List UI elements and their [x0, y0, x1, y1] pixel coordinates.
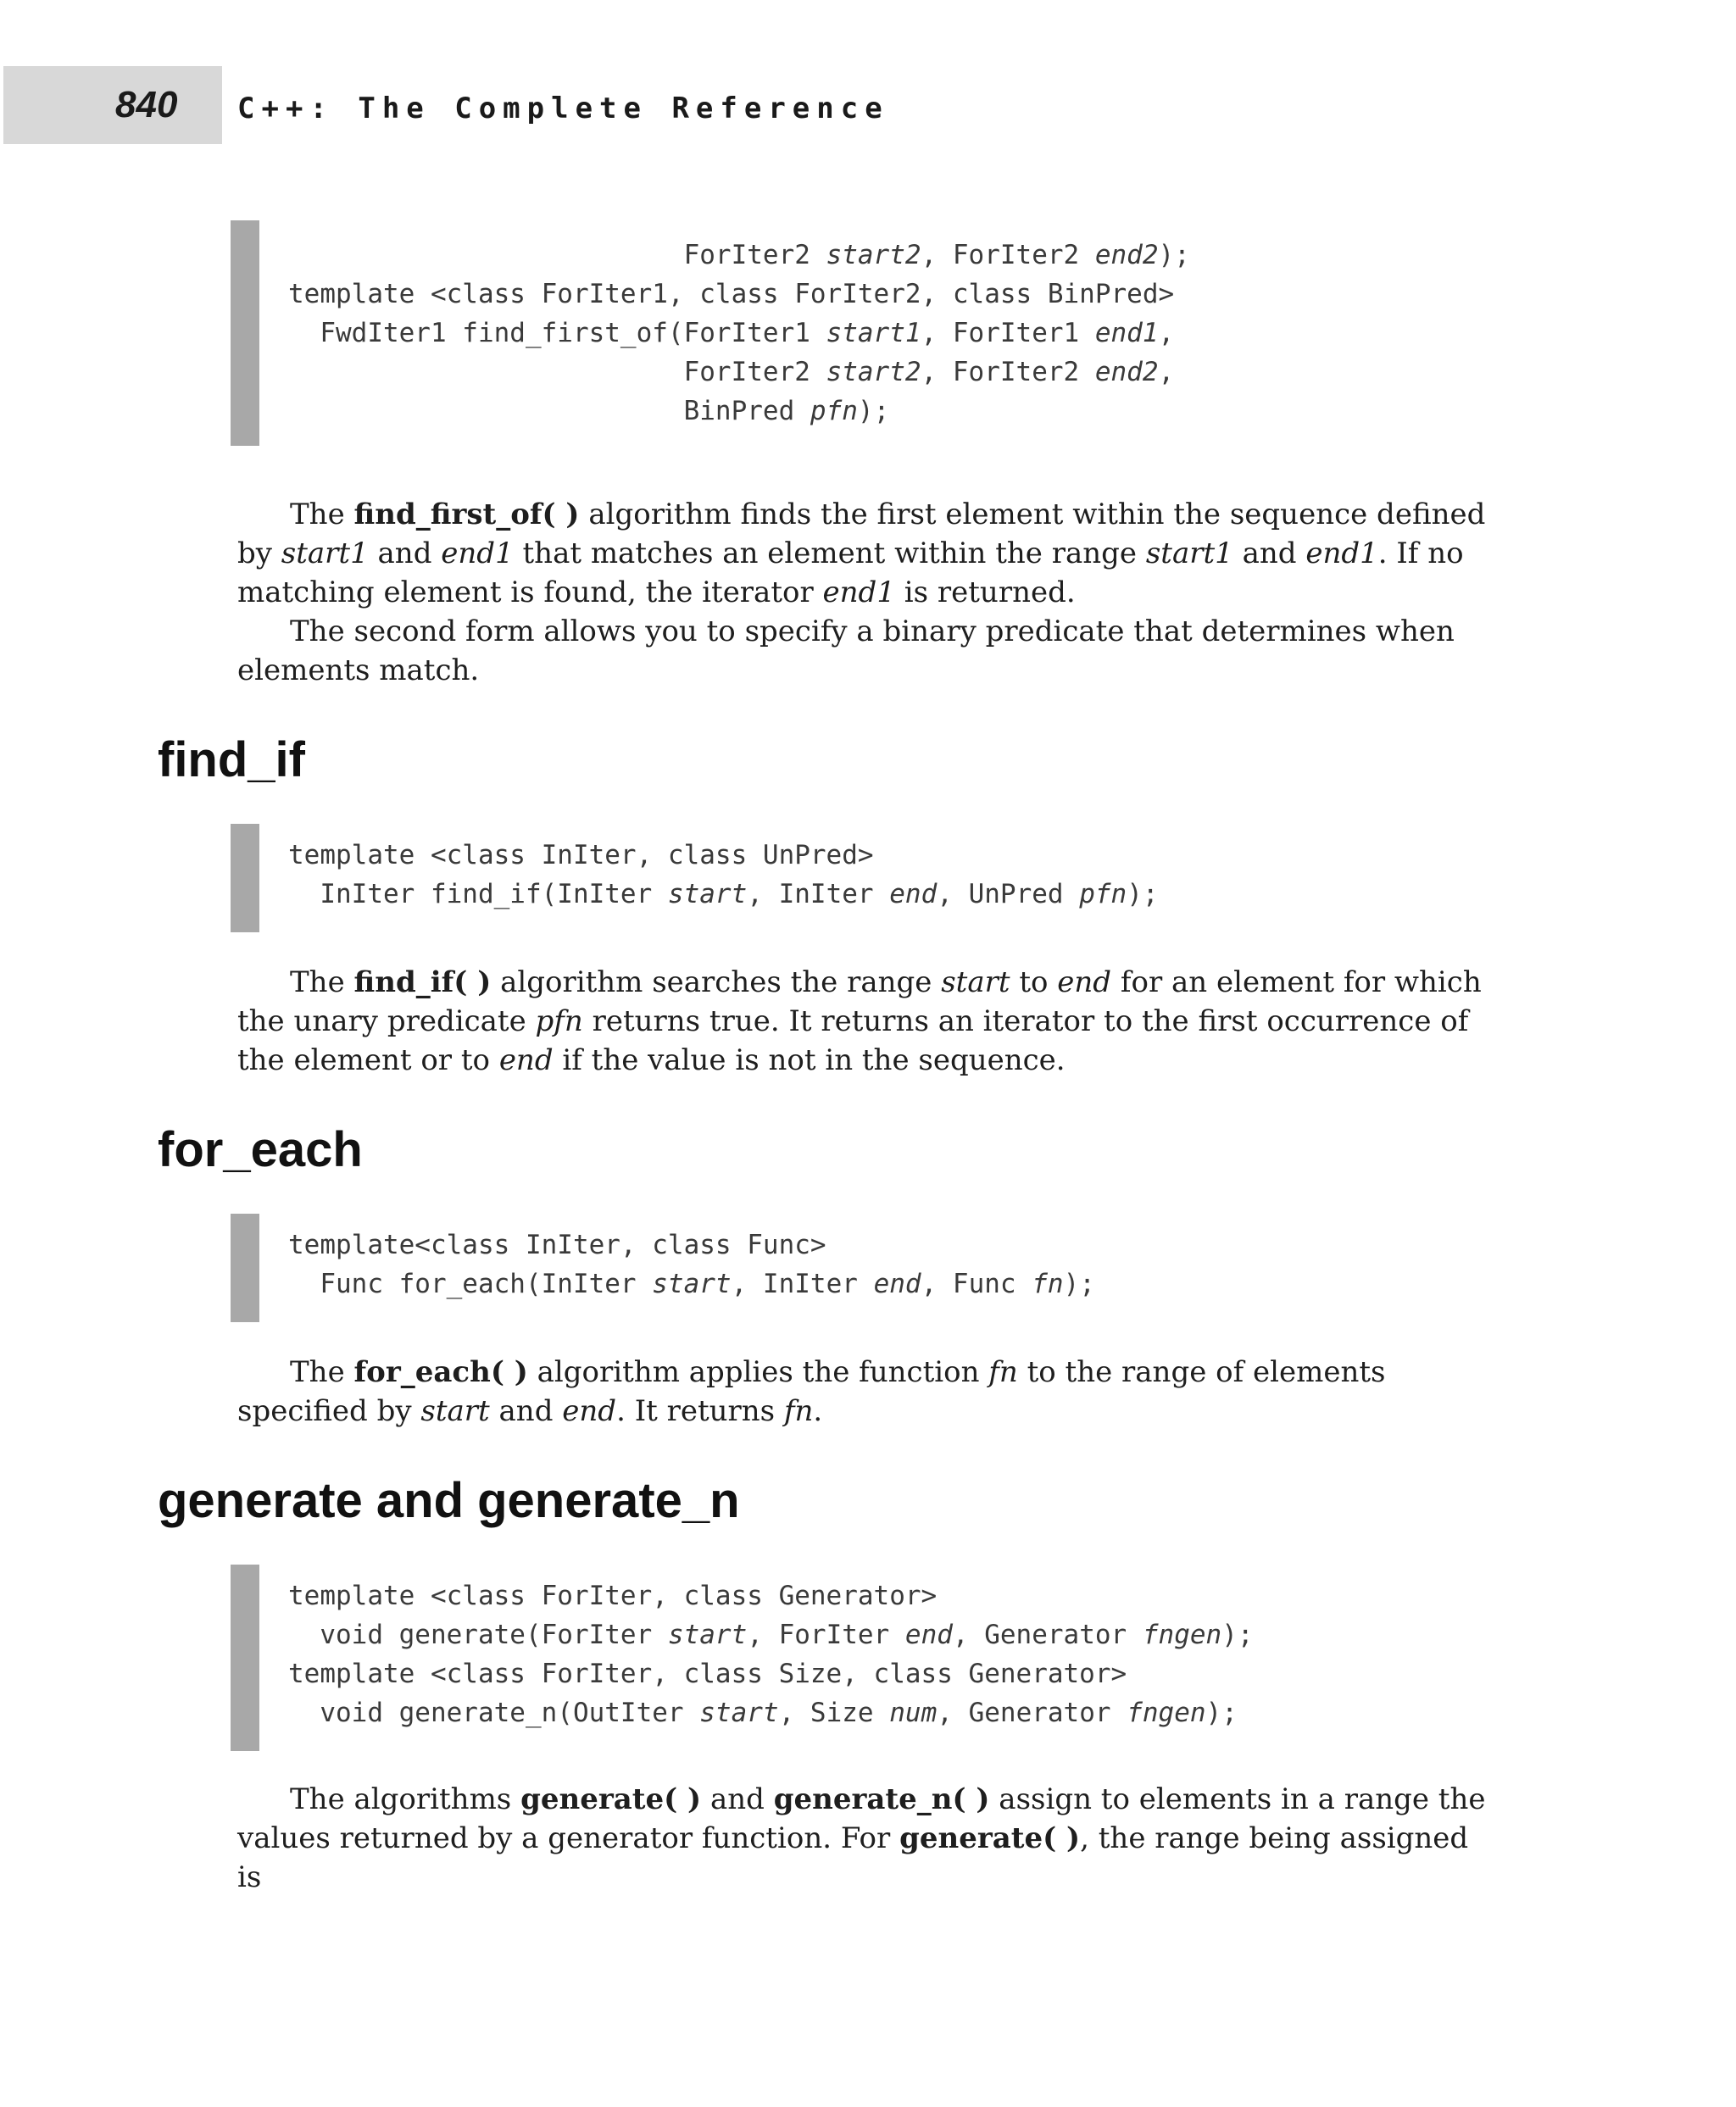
code-lines — [288, 1576, 1254, 1732]
heading-for-each: for_each — [158, 1122, 363, 1177]
parameter-name: start — [941, 965, 1010, 999]
code-line — [288, 1615, 1254, 1654]
parameter-name: pfn — [810, 396, 858, 426]
code-line — [288, 875, 1159, 914]
parameter-name: start — [420, 1394, 490, 1428]
text-run: , — [1158, 357, 1175, 387]
text-run: , InIter — [747, 879, 890, 909]
parameter-name: pfn — [1079, 879, 1127, 909]
text-run: The — [290, 498, 354, 531]
text-run: and — [1232, 536, 1306, 570]
page-number-tab — [3, 66, 222, 144]
text-run: algorithm finds the first element within the sequence defined by — [237, 498, 1486, 570]
text-run: , Func — [921, 1269, 1032, 1299]
page-number: 840 — [115, 84, 178, 125]
find-first-of-description — [237, 495, 1492, 690]
code-line — [288, 275, 1190, 314]
code-line — [288, 1576, 1254, 1615]
text-run: , Generator — [937, 1698, 1127, 1728]
text-run: ); — [1063, 1269, 1095, 1299]
function-name: generate( ) — [899, 1821, 1081, 1855]
text-run: ); — [1127, 879, 1159, 909]
text-run: , — [1158, 318, 1175, 348]
text-run: ); — [1205, 1698, 1238, 1728]
code-block-bar — [231, 824, 259, 932]
text-run: and — [701, 1782, 774, 1816]
paragraph — [237, 612, 1492, 690]
parameter-name: start1 — [1145, 536, 1233, 570]
running-title: C++: The Complete Reference — [237, 92, 889, 125]
parameter-name: start2 — [826, 357, 921, 387]
parameter-name: fn — [1032, 1269, 1064, 1299]
text-run: The second form allows you to specify a binary predicate that determines when elements match. — [237, 614, 1455, 687]
parameter-name: fngen — [1127, 1698, 1206, 1728]
text-run: The — [290, 1355, 354, 1389]
text-run: to — [1010, 965, 1058, 999]
text-run: . If no matching element is found, the iterator — [237, 536, 1464, 609]
text-run: FwdIter1 find_first_of(ForIter1 — [288, 318, 826, 348]
text-run: , ForIter2 — [921, 240, 1095, 270]
text-run: ForIter2 — [288, 357, 826, 387]
code-line — [288, 1654, 1254, 1693]
code-line — [288, 1693, 1254, 1732]
code-block-bar — [231, 220, 259, 446]
parameter-name: pfn — [535, 1004, 583, 1038]
function-name: find_if( ) — [353, 965, 492, 999]
text-run: template <class InIter, class UnPred> — [288, 840, 874, 870]
text-run: ); — [1158, 240, 1190, 270]
paragraph — [237, 1780, 1492, 1897]
text-run: and — [489, 1394, 563, 1428]
parameter-name: start1 — [826, 318, 921, 348]
text-run: that matches an element within the range — [513, 536, 1146, 570]
paragraph — [237, 963, 1492, 1080]
parameter-name: num — [889, 1698, 938, 1728]
text-run: Func for_each(InIter — [288, 1269, 653, 1299]
parameter-name: start — [652, 1269, 732, 1299]
code-line — [288, 353, 1190, 392]
parameter-name: end — [1057, 965, 1112, 999]
text-run: InIter find_if(InIter — [288, 879, 668, 909]
function-name: generate( ) — [520, 1782, 702, 1816]
text-run: if the value is not in the sequence. — [553, 1043, 1066, 1077]
code-line — [288, 1226, 1095, 1265]
parameter-name: end1 — [1094, 318, 1159, 348]
generate-description — [237, 1780, 1492, 1897]
for-each-description — [237, 1353, 1492, 1431]
text-run: BinPred — [288, 396, 810, 426]
code-block-bar — [231, 1565, 259, 1751]
code-lines — [288, 836, 1159, 914]
text-run: void generate_n(OutIter — [288, 1698, 700, 1728]
parameter-name: fn — [988, 1355, 1018, 1389]
parameter-name: end2 — [1094, 240, 1159, 270]
parameter-name: end2 — [1094, 357, 1159, 387]
text-run: template <class ForIter, class Generator> — [288, 1581, 938, 1611]
text-run: , Generator — [952, 1620, 1143, 1650]
parameter-name: end — [889, 879, 938, 909]
text-run: and — [368, 536, 442, 570]
heading-find-if: find_if — [158, 732, 305, 787]
code-lines — [288, 236, 1190, 431]
code-line — [288, 1265, 1095, 1304]
text-run: template <class ForIter, class Size, class Generator> — [288, 1659, 1127, 1689]
code-line — [288, 236, 1190, 275]
text-run: , UnPred — [937, 879, 1080, 909]
parameter-name: end1 — [441, 536, 514, 570]
text-run: , ForIter — [747, 1620, 905, 1650]
code-line — [288, 314, 1190, 353]
text-run: returns true. It returns an iterator to the first occurrence of the element or to — [237, 1004, 1469, 1077]
function-name: generate_n( ) — [773, 1782, 990, 1816]
parameter-name: start — [667, 1620, 748, 1650]
find-if-description — [237, 963, 1492, 1080]
parameter-name: end1 — [822, 575, 895, 609]
parameter-name: fn — [783, 1394, 814, 1428]
parameter-name: end — [498, 1043, 554, 1077]
text-run: void generate(ForIter — [288, 1620, 668, 1650]
code-line — [288, 836, 1159, 875]
parameter-name: end — [873, 1269, 921, 1299]
text-run: for an element for which the unary predicate — [237, 965, 1482, 1038]
parameter-name: end1 — [1305, 536, 1378, 570]
text-run: algorithm searches the range — [491, 965, 942, 999]
text-run: template<class InIter, class Func> — [288, 1230, 826, 1260]
code-block-bar — [231, 1214, 259, 1322]
text-run: assign to elements in a range the values returned by a generator function. For — [237, 1782, 1486, 1855]
text-run: to the range of elements specified by — [237, 1355, 1386, 1428]
code-lines — [288, 1226, 1095, 1304]
text-run: template <class ForIter1, class ForIter2, class BinPred> — [288, 279, 1175, 309]
parameter-name: start2 — [826, 240, 921, 270]
paragraph — [237, 1353, 1492, 1431]
function-name: find_first_of( ) — [353, 498, 580, 531]
text-run: . — [813, 1394, 823, 1428]
text-run: , the range being assigned is — [237, 1821, 1469, 1894]
text-run: The algorithms — [290, 1782, 521, 1816]
parameter-name: start1 — [281, 536, 369, 570]
function-name: for_each( ) — [353, 1355, 528, 1389]
text-run: , Size — [778, 1698, 890, 1728]
text-run: algorithm applies the function — [527, 1355, 989, 1389]
text-run: , ForIter1 — [921, 318, 1095, 348]
parameter-name: end — [904, 1620, 953, 1650]
text-run: is returned. — [894, 575, 1076, 609]
parameter-name: start — [667, 879, 748, 909]
text-run: ForIter2 — [288, 240, 826, 270]
text-run: ); — [857, 396, 890, 426]
text-run: The — [290, 965, 354, 999]
parameter-name: start — [699, 1698, 779, 1728]
text-run: , ForIter2 — [921, 357, 1095, 387]
text-run: , InIter — [731, 1269, 874, 1299]
heading-generate: generate and generate_n — [158, 1473, 740, 1528]
text-run: . It returns — [616, 1394, 784, 1428]
parameter-name: fngen — [1142, 1620, 1222, 1650]
code-line — [288, 392, 1190, 431]
text-run: ); — [1221, 1620, 1254, 1650]
paragraph — [237, 495, 1492, 612]
parameter-name: end — [562, 1394, 617, 1428]
